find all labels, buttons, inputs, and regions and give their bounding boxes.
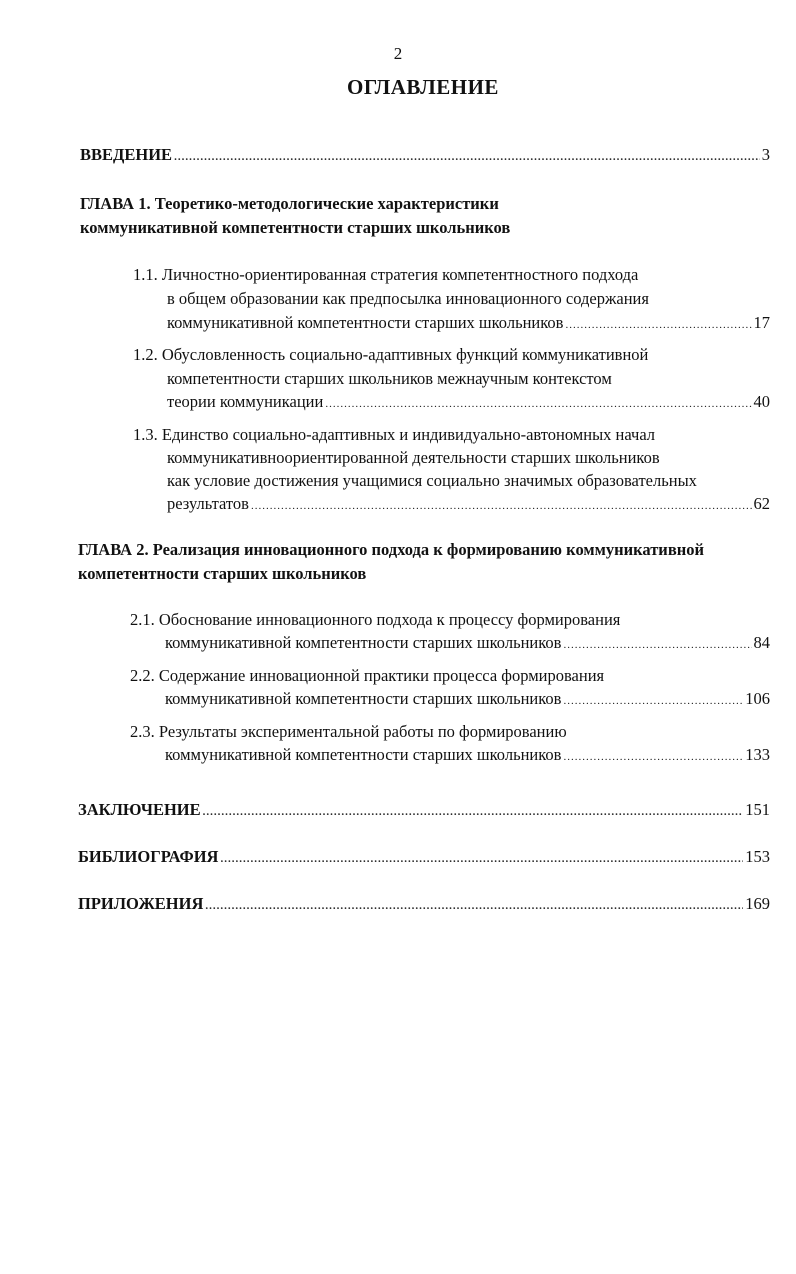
toc-entry-label: ЗАКЛЮЧЕНИЕ [78, 800, 201, 819]
toc-entry-page: 62 [753, 494, 770, 513]
toc-entry-page: 40 [753, 392, 770, 411]
toc-entry-section-1-3 [167, 493, 770, 517]
toc-entry-section-2-1 [165, 632, 770, 656]
section-2-1-line2: коммуникативной компетентности старших школьников [165, 633, 562, 652]
chapter-2-title-line1: ГЛАВА 2. Реализация инновационного подхода к формированию коммуникативной [78, 540, 704, 559]
page-number: 2 [393, 44, 403, 63]
toc-entry-appendices [78, 893, 770, 917]
toc-entry-section-2-2 [165, 688, 770, 712]
leader-dots [565, 314, 751, 336]
leader-dots [205, 895, 743, 917]
leader-dots [563, 690, 743, 712]
leader-dots [325, 393, 751, 415]
chapter-1-title-line2: коммуникативной компетентности старших школьников [80, 218, 511, 237]
section-1-1-line1: 1.1. Личностно-ориентированная стратегия компетентностного подхода [133, 265, 639, 284]
section-1-1-line2: в общем образовании как предпосылка инновационного содержания [167, 289, 649, 308]
leader-dots [220, 848, 743, 870]
toc-entry-page: 3 [761, 145, 770, 164]
section-1-3-line1: 1.3. Единство социально-адаптивных и индивидуально-автономных начал [133, 425, 656, 444]
toc-entry-page: 106 [745, 689, 770, 708]
section-1-3-line2: коммуникативноориентированной деятельности старших школьников [167, 448, 660, 467]
section-1-3-line3: как условие достижения учащимися социально значимых образовательных [167, 471, 697, 490]
toc-entry-section-2-3 [165, 744, 770, 768]
section-1-3-line4: результатов [167, 494, 249, 513]
toc-entry-page: 17 [753, 313, 770, 332]
toc-entry-page: 153 [745, 847, 770, 866]
toc-entry-label: БИБЛИОГРАФИЯ [78, 847, 219, 866]
toc-entry-label: ВВЕДЕНИЕ [80, 145, 173, 164]
toc-entry-label: ПРИЛОЖЕНИЯ [78, 894, 204, 913]
section-1-2-line3: теории коммуникации [167, 392, 324, 411]
page-title: ОГЛАВЛЕНИЕ [347, 75, 499, 99]
toc-entry-page: 133 [745, 745, 770, 764]
toc-entry-section-1-2 [167, 391, 770, 415]
toc-entry-bibliography [78, 846, 770, 870]
section-2-2-line2: коммуникативной компетентности старших школьников [165, 689, 562, 708]
toc-entry-section-1-1 [167, 312, 770, 336]
leader-dots [563, 634, 751, 656]
chapter-2-title-line2: компетентности старших школьников [78, 564, 367, 583]
section-1-2-line2: компетентности старших школьников межнаучным контекстом [167, 369, 612, 388]
leader-dots [203, 801, 744, 823]
section-2-3-line1: 2.3. Результаты экспериментальной работы по формированию [130, 722, 567, 741]
section-1-1-line3: коммуникативной компетентности старших школьников [167, 313, 564, 332]
toc-entry-conclusion [78, 799, 770, 823]
toc-entry-page: 84 [753, 633, 770, 652]
toc-entry-page: 151 [745, 800, 770, 819]
section-1-2-line1: 1.2. Обусловленность социально-адаптивных функций коммуникативной [133, 345, 649, 364]
toc-entry-page: 169 [745, 894, 770, 913]
leader-dots [174, 146, 760, 168]
leader-dots [563, 746, 743, 768]
chapter-1-title-line1: ГЛАВА 1. Теоретико-методологические характеристики [80, 194, 499, 213]
section-2-1-line1: 2.1. Обоснование инновационного подхода к процессу формирования [130, 610, 621, 629]
leader-dots [251, 495, 752, 517]
toc-entry-introduction [80, 144, 770, 168]
section-2-3-line2: коммуникативной компетентности старших школьников [165, 745, 562, 764]
section-2-2-line1: 2.2. Содержание инновационной практики процесса формирования [130, 666, 605, 685]
